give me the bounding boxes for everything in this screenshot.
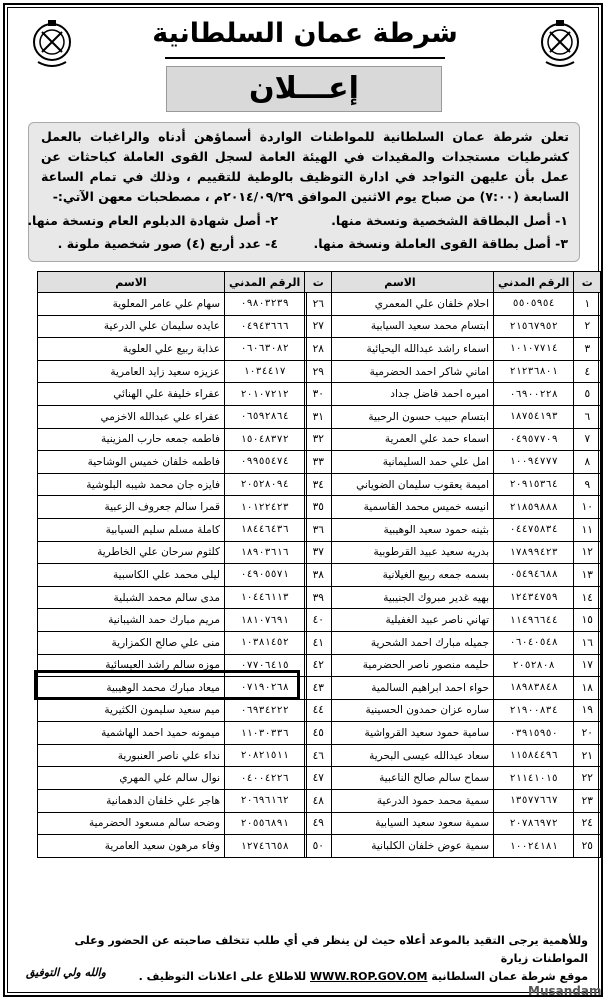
person-name: اماني شاكر احمد الحضرمية xyxy=(307,360,494,383)
civil-id: ١١٥٨٤٤٩٦ xyxy=(494,744,574,767)
person-name: عفراء خليفة علي الهنائي xyxy=(38,383,225,406)
footer-line-1: وللأهمية يرجى التقيد بالموعد أعلاه حيث لن ينظر في أي طلب تتخلف صاحبته عن الحضور وعلى المواطنات زيارة xyxy=(74,934,588,965)
table-row xyxy=(38,699,332,722)
row-number: ١٢ xyxy=(574,541,601,564)
table-row xyxy=(307,315,601,338)
civil-id: ٠٤٩٠٥٥٧١ xyxy=(225,564,305,587)
row-number: ٦ xyxy=(574,405,601,428)
row-number: ١٦ xyxy=(574,631,601,654)
civil-id: ١١٠٣٠٣٣٦ xyxy=(225,722,305,745)
table-row xyxy=(307,790,601,813)
civil-id: ٢٠٨٢١٥١١ xyxy=(225,744,305,767)
civil-id: ١٠٣٤٤١٧ xyxy=(225,360,305,383)
row-number: ٣١ xyxy=(305,405,332,428)
table-row xyxy=(307,812,601,835)
row-number: ٤٦ xyxy=(305,744,332,767)
row-number: ٤٣ xyxy=(305,677,332,700)
person-name: حواء احمد ابراهيم السالمية xyxy=(307,677,494,700)
table-row xyxy=(307,609,601,632)
civil-id: ١٠١٢٢٤٢٣ xyxy=(225,496,305,519)
table-header xyxy=(307,272,601,293)
row-number: ٤٥ xyxy=(305,722,332,745)
police-emblem-icon xyxy=(30,18,74,70)
civil-id: ٢١١٤١٠١٥ xyxy=(494,767,574,790)
row-number: ٢٣ xyxy=(574,790,601,813)
table-row xyxy=(38,790,332,813)
civil-id: ٠٤٩٥٧٧٠٩ xyxy=(494,428,574,451)
row-number: ٣٥ xyxy=(305,496,332,519)
civil-id: ١٨٤٤٦٤٣٦ xyxy=(225,518,305,541)
person-name: سامية حمود سعيد القرواشية xyxy=(307,722,494,745)
table-row xyxy=(38,451,332,474)
table-row xyxy=(38,293,332,316)
civil-id: ٠٩٨٠٣٢٣٩ xyxy=(225,293,305,316)
row-number: ٢ xyxy=(574,315,601,338)
civil-id: ٢٠٧٨٦٩٧٢ xyxy=(494,812,574,835)
table-row xyxy=(38,564,332,587)
row-number: ٧ xyxy=(574,428,601,451)
person-name: وفاء مرهون سعيد العامرية xyxy=(38,835,225,858)
person-name: بدريه سعيد عبيد القرطوبية xyxy=(307,541,494,564)
row-number: ٣ xyxy=(574,338,601,361)
civil-id: ٠٦٥٩٢٨٦٤ xyxy=(225,405,305,428)
civil-id: ٠٣٩١٥٩٥٠ xyxy=(494,722,574,745)
person-name: اسماء راشد عبدالله اليحيائية xyxy=(307,338,494,361)
civil-id: ٠٤٩٤٣٦٦٦ xyxy=(225,315,305,338)
person-name: بسمه جمعه ربيع الغيلانية xyxy=(307,564,494,587)
row-number: ٤٧ xyxy=(305,767,332,790)
row-number: ١٠ xyxy=(574,496,601,519)
requirement-1: ١- أصل البطاقة الشخصية ونسخة منها. xyxy=(331,213,568,228)
person-name: بهيه غدير مبروك الجنيبية xyxy=(307,586,494,609)
person-name: فاطمه خلفان خميس الوشاحية xyxy=(38,451,225,474)
person-name: عفراء علي عبدالله الاخزمي xyxy=(38,405,225,428)
row-number: ٤٩ xyxy=(305,812,332,835)
civil-id: ١٠٣٨١٤٥٢ xyxy=(225,631,305,654)
row-number: ٢٥ xyxy=(574,835,601,858)
requirement-3: ٣- أصل بطاقة القوى العاملة ونسخة منها. xyxy=(313,236,568,251)
civil-id: ١٠٠٩٤٧٧٧ xyxy=(494,451,574,474)
civil-id: ١٠٠٢٤١٨١ xyxy=(494,835,574,858)
table-row xyxy=(307,496,601,519)
footer-url-link[interactable]: WWW.ROP.GOV.OM xyxy=(310,970,428,983)
row-number: ٣٤ xyxy=(305,473,332,496)
row-number: ٥ xyxy=(574,383,601,406)
person-name: بثينه حمود سعيد الوهيبية xyxy=(307,518,494,541)
row-number: ٤٤ xyxy=(305,699,332,722)
row-number: ١٩ xyxy=(574,699,601,722)
civil-id: ٠٧٧٠٦٤١٥ xyxy=(225,654,305,677)
person-name: نوال سالم علي المهري xyxy=(38,767,225,790)
person-name: ميمونه حميد احمد الهاشمية xyxy=(38,722,225,745)
person-name: سمية سعود سعيد السيابية xyxy=(307,812,494,835)
civil-id: ١٨١٠٧٦٩١ xyxy=(225,609,305,632)
table-row xyxy=(38,722,332,745)
names-table-right xyxy=(306,271,601,858)
row-number: ٢٦ xyxy=(305,293,332,316)
table-row xyxy=(38,744,332,767)
row-number: ٤٢ xyxy=(305,654,332,677)
table-row xyxy=(307,564,601,587)
row-number: ٤١ xyxy=(305,631,332,654)
civil-id: ٠٤٠٠٤٢٢٦ xyxy=(225,767,305,790)
person-name: اميمة يعقوب سليمان الضوياني xyxy=(307,473,494,496)
table-row xyxy=(307,631,601,654)
person-name: ابتسام محمد سعيد السيابية xyxy=(307,315,494,338)
page-title: شرطة عمان السلطانية xyxy=(152,18,458,49)
person-name: ساره عزان حمدون الحسينية xyxy=(307,699,494,722)
table-row xyxy=(38,383,332,406)
table-header xyxy=(38,272,332,293)
person-name: مدى سالم محمد الشبلية xyxy=(38,586,225,609)
row-number: ١١ xyxy=(574,518,601,541)
civil-id: ١٥٠٤٨٣٧٢ xyxy=(225,428,305,451)
row-number: ٣٢ xyxy=(305,428,332,451)
table-row xyxy=(38,405,332,428)
police-emblem-icon xyxy=(538,18,582,70)
highlight-box xyxy=(34,670,300,700)
table-row xyxy=(38,360,332,383)
row-number: ٣٠ xyxy=(305,383,332,406)
civil-id: ١٨٩٠٣٦١٦ xyxy=(225,541,305,564)
row-number: ٩ xyxy=(574,473,601,496)
table-row xyxy=(307,293,601,316)
person-name: عزيزه سعيد زايد العامرية xyxy=(38,360,225,383)
table-row xyxy=(38,338,332,361)
col-no-header: ت xyxy=(574,272,601,293)
civil-id: ١١٤٩٦٦٤٤ xyxy=(494,609,574,632)
row-number: ٨ xyxy=(574,451,601,474)
person-name: فاطمه جمعه حارب المزينية xyxy=(38,428,225,451)
title-divider xyxy=(165,57,445,59)
table-row xyxy=(307,451,601,474)
row-number: ٢٤ xyxy=(574,812,601,835)
table-row xyxy=(38,541,332,564)
names-table-left xyxy=(37,271,332,858)
person-name: اسماء حمد علي العمرية xyxy=(307,428,494,451)
table-row xyxy=(38,835,332,858)
footer-line-2-end: للاطلاع على اعلانات التوظيف . xyxy=(138,970,307,983)
row-number: ١٣ xyxy=(574,564,601,587)
col-id-header: الرقم المدني xyxy=(494,272,574,293)
person-name: وضحه سالم مسعود الحضرمية xyxy=(38,812,225,835)
person-name: سعاد عبدالله عيسى البحرية xyxy=(307,744,494,767)
civil-id: ٥٥٠٥٩٥٤ xyxy=(494,293,574,316)
row-number: ١٨ xyxy=(574,677,601,700)
person-name: ميعاد مبارك محمد الوهيبية xyxy=(38,677,225,700)
row-number: ٣٦ xyxy=(305,518,332,541)
person-name: امل علي حمد السليمانية xyxy=(307,451,494,474)
civil-id: ٢٠١٠٧٢١٢ xyxy=(225,383,305,406)
closing-signature: والله ولي التوفيق xyxy=(26,966,106,979)
row-number: ٥٠ xyxy=(305,835,332,858)
table-row xyxy=(38,315,332,338)
person-name: عايده سليمان علي الدرعية xyxy=(38,315,225,338)
col-name-header: الاسم xyxy=(38,272,225,293)
person-name: انيسه خميس محمد القاسمية xyxy=(307,496,494,519)
table-row xyxy=(307,360,601,383)
person-name: منى علي صالح الكمزارية xyxy=(38,631,225,654)
table-row xyxy=(307,405,601,428)
row-number: ٢٧ xyxy=(305,315,332,338)
row-number: ١٤ xyxy=(574,586,601,609)
civil-id: ١٢٧٤٦٦٥٨ xyxy=(225,835,305,858)
row-number: ١٥ xyxy=(574,609,601,632)
person-name: هاجر علي خلفان الدهمانية xyxy=(38,790,225,813)
row-number: ٣٣ xyxy=(305,451,332,474)
person-name: سماح سالم صالح الناعبية xyxy=(307,767,494,790)
civil-id: ١٢٤٣٤٧٥٩ xyxy=(494,586,574,609)
table-row xyxy=(38,428,332,451)
civil-id: ٠٦٠٤٠٥٤٨ xyxy=(494,631,574,654)
person-name: ليلى محمد علي الكاسبية xyxy=(38,564,225,587)
requirement-2: ٢- أصل شهادة الدبلوم العام ونسخة منها. xyxy=(27,213,278,228)
row-number: ٢٩ xyxy=(305,360,332,383)
row-number: ٣٧ xyxy=(305,541,332,564)
civil-id: ٠٦٠٦٣٠٨٢ xyxy=(225,338,305,361)
person-name: نداء علي ناصر العنبورية xyxy=(38,744,225,767)
row-number: ٢٠ xyxy=(574,722,601,745)
row-number: ١ xyxy=(574,293,601,316)
intro-paragraph: تعلن شرطة عمان السلطانية للمواطنات الواردة أسماؤهن أدناه والراغبات بالعمل كشرطيات مستجدات والمقيدات في الهيئة العامة لسجل القوى العاملة كباحثات عن عمل بأن عليهن التواجد في ادارة التوظيف بالوطية للتقييم ، وذلك في تمام الساعة السابعة (٧:٠٠) من صباح يوم الاثنين الموافق ٢٠١٤/٠٩/٢٩م ، مصطحبات معهن الآتي:- xyxy=(41,129,569,204)
table-row xyxy=(307,767,601,790)
civil-id: ٢٠٥٢٨٠٩٤ xyxy=(225,473,305,496)
civil-id: ١٨٩٨٣٨٤٨ xyxy=(494,677,574,700)
civil-id: ١٣٥٧٧٦٦٧ xyxy=(494,790,574,813)
row-number: ١٧ xyxy=(574,654,601,677)
civil-id: ٠٤٤٧٥٨٣٤ xyxy=(494,518,574,541)
person-name: قمرا سالم جعروف الزعبية xyxy=(38,496,225,519)
row-number: ٢٢ xyxy=(574,767,601,790)
table-row xyxy=(38,812,332,835)
civil-id: ٠٥٤٩٤٦٨٨ xyxy=(494,564,574,587)
person-name: موزه سالم راشد العيسائية xyxy=(38,654,225,677)
table-row xyxy=(307,699,601,722)
table-row xyxy=(307,654,601,677)
row-number: ٤٨ xyxy=(305,790,332,813)
civil-id: ٢١٥٦٧٩٥٢ xyxy=(494,315,574,338)
civil-id: ٢١٢٣٦٨٠١ xyxy=(494,360,574,383)
civil-id: ٢٠٥٢٨٠٨ xyxy=(494,654,574,677)
person-name: سمية عوض خلفان الكلبانية xyxy=(307,835,494,858)
footer-site-label: موقع شرطة عمان السلطانية xyxy=(431,970,588,983)
table-row xyxy=(307,835,601,858)
table-row xyxy=(38,631,332,654)
watermark: Musandam xyxy=(528,984,602,998)
table-row xyxy=(38,609,332,632)
civil-id: ١٠٤٤٦١١٣ xyxy=(225,586,305,609)
person-name: كاملة مسلم سليم السيابية xyxy=(38,518,225,541)
civil-id: ١٠١٠٧٧١٤ xyxy=(494,338,574,361)
person-name: مريم مبارك حمد الشيبانية xyxy=(38,609,225,632)
civil-id: ٢٠٥٥٦٨٩١ xyxy=(225,812,305,835)
civil-id: ٢٠٩١٥٣٦٤ xyxy=(494,473,574,496)
table-row xyxy=(38,518,332,541)
table-row xyxy=(307,428,601,451)
person-name: احلام خلفان علي المعمري xyxy=(307,293,494,316)
requirement-4: ٤- عدد أربع (٤) صور شخصية ملونة . xyxy=(57,236,278,251)
table-row xyxy=(307,338,601,361)
civil-id: ٢١٩٠٠٨٣٤ xyxy=(494,699,574,722)
row-number: ٤٠ xyxy=(305,609,332,632)
row-number: ٤ xyxy=(574,360,601,383)
table-row xyxy=(307,518,601,541)
row-number: ٣٩ xyxy=(305,586,332,609)
civil-id: ٠٩٩٥٥٤٧٤ xyxy=(225,451,305,474)
civil-id: ٠٦٩٣٤٢٢٢ xyxy=(225,699,305,722)
civil-id: ٢١٨٥٩٨٨٨ xyxy=(494,496,574,519)
person-name: ابتسام حبيب حسون الرحبية xyxy=(307,405,494,428)
person-name: اميره احمد فاضل جداد xyxy=(307,383,494,406)
row-number: ٢٨ xyxy=(305,338,332,361)
person-name: فايزه جان محمد شيبه البلوشية xyxy=(38,473,225,496)
person-name: حليمه منصور ناصر الحضرمية xyxy=(307,654,494,677)
civil-id: ١٧٨٩٩٤٢٣ xyxy=(494,541,574,564)
table-row xyxy=(38,496,332,519)
table-row xyxy=(38,473,332,496)
table-row xyxy=(38,767,332,790)
table-row xyxy=(307,722,601,745)
person-name: عذابة ربيع علي العلوية xyxy=(38,338,225,361)
col-id-header: الرقم المدني xyxy=(225,272,305,293)
col-name-header: الاسم xyxy=(307,272,494,293)
civil-id: ٠٧١٩٠٢٦٨ xyxy=(225,677,305,700)
col-no-header: ت xyxy=(305,272,332,293)
table-row xyxy=(38,586,332,609)
table-row xyxy=(307,744,601,767)
person-name: كلثوم سرحان علي الخاطرية xyxy=(38,541,225,564)
table-row xyxy=(307,541,601,564)
civil-id: ٠٦٩٠٠٢٢٨ xyxy=(494,383,574,406)
civil-id: ١٨٧٥٤١٩٣ xyxy=(494,405,574,428)
table-row xyxy=(307,383,601,406)
banner-label: إعـــلان xyxy=(249,71,359,106)
table-row xyxy=(307,586,601,609)
person-name: سهام علي عامر المعلوية xyxy=(38,293,225,316)
civil-id: ٢٠٦٩٦١٦٢ xyxy=(225,790,305,813)
person-name: تهاني ناصر عبيد الغفيلية xyxy=(307,609,494,632)
table-row xyxy=(307,473,601,496)
announcement-banner xyxy=(166,66,442,112)
table-row xyxy=(307,677,601,700)
person-name: ميم سعيد سليمون الكثيرية xyxy=(38,699,225,722)
row-number: ٢١ xyxy=(574,744,601,767)
row-number: ٣٨ xyxy=(305,564,332,587)
person-name: سمية محمد حمود الدرعية xyxy=(307,790,494,813)
person-name: جميله مبارك احمد الشحرية xyxy=(307,631,494,654)
